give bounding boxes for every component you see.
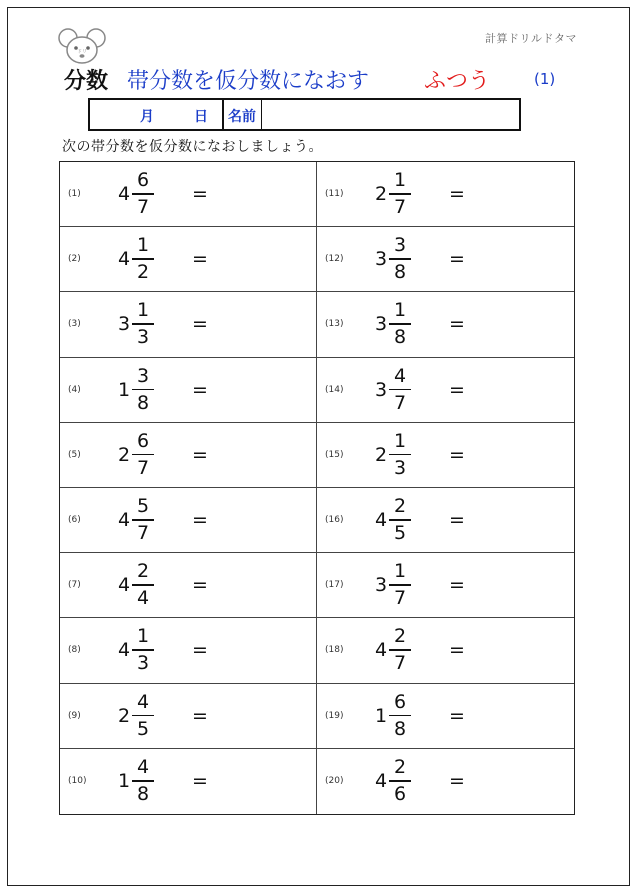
equals-sign: = [449, 574, 465, 597]
equals-sign: = [449, 248, 465, 271]
whole-part: 1 [118, 378, 131, 401]
whole-part: 3 [375, 313, 388, 336]
fraction [131, 234, 155, 284]
fraction-bar [132, 389, 154, 391]
fraction [388, 234, 412, 284]
equals-sign: = [192, 639, 208, 662]
numerator: 4 [136, 756, 150, 779]
problem-number: (6) [68, 515, 81, 526]
fraction-bar [389, 323, 411, 325]
fraction-bar [132, 715, 154, 717]
whole-part: 4 [118, 248, 131, 271]
fraction [388, 756, 412, 806]
numerator: 2 [393, 625, 407, 648]
fraction-bar [132, 454, 154, 456]
problem-grid [59, 161, 575, 815]
problem-cell[interactable] [317, 227, 574, 292]
problem-number: (8) [68, 645, 81, 656]
whole-part: 4 [375, 770, 388, 793]
numerator: 5 [136, 495, 150, 518]
denominator: 3 [393, 456, 407, 479]
problem-cell[interactable] [60, 618, 317, 683]
fraction [131, 495, 155, 545]
denominator: 7 [136, 456, 150, 479]
problem-number: (11) [325, 189, 344, 200]
numerator: 1 [136, 234, 150, 257]
denominator: 8 [136, 783, 150, 806]
equals-sign: = [192, 313, 208, 336]
equals-sign: = [192, 509, 208, 532]
denominator: 3 [136, 652, 150, 675]
title-row [64, 64, 574, 94]
problem-cell[interactable] [60, 292, 317, 357]
fraction-bar [389, 780, 411, 782]
instruction-text: 次の帯分数を仮分数になおしましょう。 [62, 139, 323, 155]
problem-cell[interactable] [60, 684, 317, 749]
mixed-number [118, 495, 178, 545]
problem-cell[interactable] [317, 749, 574, 814]
problem-number: (9) [68, 710, 81, 721]
numerator: 6 [136, 429, 150, 452]
problem-cell[interactable] [317, 684, 574, 749]
fraction-bar [389, 258, 411, 260]
problem-cell[interactable] [60, 162, 317, 227]
date-field[interactable] [90, 100, 224, 129]
denominator: 8 [136, 391, 150, 414]
problem-cell[interactable] [60, 358, 317, 423]
equals-sign: = [449, 770, 465, 793]
fraction [131, 365, 155, 415]
problem-number: (12) [325, 254, 344, 265]
sheet-number: (1) [534, 70, 556, 88]
equals-sign: = [449, 183, 465, 206]
whole-part: 4 [375, 639, 388, 662]
denominator: 8 [393, 717, 407, 740]
fraction [388, 691, 412, 741]
problem-number: (19) [325, 710, 344, 721]
denominator: 2 [136, 261, 150, 284]
equals-sign: = [449, 378, 465, 401]
numerator: 4 [393, 364, 407, 387]
mixed-number [118, 625, 178, 675]
problem-number: (1) [68, 189, 81, 200]
whole-part: 3 [375, 574, 388, 597]
whole-part: 3 [375, 378, 388, 401]
mixed-number [375, 169, 435, 219]
mixed-number [375, 234, 435, 284]
numerator: 2 [393, 756, 407, 779]
problem-number: (4) [68, 384, 81, 395]
denominator: 5 [393, 522, 407, 545]
numerator: 1 [393, 169, 407, 192]
problem-number: (13) [325, 319, 344, 330]
problem-cell[interactable] [317, 358, 574, 423]
denominator: 7 [393, 196, 407, 219]
whole-part: 3 [375, 248, 388, 271]
equals-sign: = [449, 704, 465, 727]
mixed-number [375, 691, 435, 741]
numerator: 1 [136, 299, 150, 322]
name-label: 名前 [224, 100, 262, 129]
fraction-bar [132, 649, 154, 651]
logo-text: ドリ [76, 49, 88, 55]
problem-cell[interactable] [317, 292, 574, 357]
mixed-number [118, 756, 178, 806]
mixed-number [375, 625, 435, 675]
fraction [388, 495, 412, 545]
mixed-number [118, 691, 178, 741]
subject-title: 分数 [64, 69, 109, 94]
topic-title: 帯分数を仮分数になおす [127, 69, 370, 94]
name-field[interactable] [262, 100, 519, 129]
whole-part: 4 [118, 639, 131, 662]
equals-sign: = [192, 574, 208, 597]
fraction-bar [389, 715, 411, 717]
problem-cell[interactable] [60, 488, 317, 553]
numerator: 1 [393, 429, 407, 452]
whole-part: 2 [375, 183, 388, 206]
problem-number: (5) [68, 449, 81, 460]
date-name-box [88, 98, 521, 131]
numerator: 3 [393, 234, 407, 257]
equals-sign: = [192, 443, 208, 466]
fraction [131, 299, 155, 349]
denominator: 7 [393, 391, 407, 414]
problem-cell[interactable] [60, 227, 317, 292]
denominator: 6 [393, 783, 407, 806]
numerator: 4 [136, 690, 150, 713]
problem-cell[interactable] [60, 749, 317, 814]
fraction [388, 169, 412, 219]
mixed-number [118, 234, 178, 284]
numerator: 2 [136, 560, 150, 583]
equals-sign: = [192, 248, 208, 271]
difficulty-level: ふつう [424, 69, 491, 94]
mixed-number [118, 430, 178, 480]
whole-part: 1 [375, 704, 388, 727]
whole-part: 2 [375, 443, 388, 466]
whole-part: 2 [118, 443, 131, 466]
fraction [131, 756, 155, 806]
denominator: 4 [136, 587, 150, 610]
whole-part: 4 [118, 183, 131, 206]
problem-number: (14) [325, 384, 344, 395]
denominator: 7 [393, 587, 407, 610]
equals-sign: = [192, 770, 208, 793]
mixed-number [118, 169, 178, 219]
denominator: 7 [136, 196, 150, 219]
whole-part: 4 [118, 509, 131, 532]
equals-sign: = [192, 704, 208, 727]
equals-sign: = [449, 443, 465, 466]
fraction [131, 560, 155, 610]
fraction [388, 365, 412, 415]
problem-number: (15) [325, 449, 344, 460]
mixed-number [375, 365, 435, 415]
fraction-bar [389, 389, 411, 391]
numerator: 1 [136, 625, 150, 648]
equals-sign: = [449, 313, 465, 336]
problem-cell[interactable] [60, 423, 317, 488]
problem-cell[interactable] [60, 553, 317, 618]
whole-part: 3 [118, 313, 131, 336]
mixed-number [375, 430, 435, 480]
numerator: 6 [393, 690, 407, 713]
problem-cell[interactable] [317, 423, 574, 488]
fraction-bar [132, 323, 154, 325]
fraction-bar [132, 584, 154, 586]
problem-cell[interactable] [317, 488, 574, 553]
mixed-number [118, 365, 178, 415]
numerator: 2 [393, 495, 407, 518]
denominator: 8 [393, 261, 407, 284]
whole-part: 1 [118, 770, 131, 793]
problem-cell[interactable] [317, 553, 574, 618]
fraction [131, 169, 155, 219]
day-label: 日 [194, 109, 208, 125]
problem-number: (10) [68, 776, 87, 787]
fraction-bar [132, 780, 154, 782]
mixed-number [375, 560, 435, 610]
whole-part: 4 [375, 509, 388, 532]
problem-number: (2) [68, 254, 81, 265]
denominator: 5 [136, 717, 150, 740]
fraction-bar [389, 193, 411, 195]
problem-number: (16) [325, 515, 344, 526]
fraction [131, 430, 155, 480]
fraction [388, 560, 412, 610]
equals-sign: = [449, 639, 465, 662]
fraction-bar [389, 454, 411, 456]
problem-cell[interactable] [317, 618, 574, 683]
fraction [388, 430, 412, 480]
numerator: 6 [136, 169, 150, 192]
fraction-bar [389, 584, 411, 586]
numerator: 3 [136, 364, 150, 387]
equals-sign: = [192, 183, 208, 206]
whole-part: 4 [118, 574, 131, 597]
mixed-number [375, 495, 435, 545]
fraction [131, 691, 155, 741]
problem-number: (20) [325, 776, 344, 787]
problem-cell[interactable] [317, 162, 574, 227]
equals-sign: = [192, 378, 208, 401]
problem-number: (17) [325, 580, 344, 591]
numerator: 1 [393, 560, 407, 583]
equals-sign: = [449, 509, 465, 532]
numerator: 1 [393, 299, 407, 322]
fraction-bar [389, 649, 411, 651]
mixed-number [375, 299, 435, 349]
fraction [388, 625, 412, 675]
mixed-number [118, 560, 178, 610]
whole-part: 2 [118, 704, 131, 727]
fraction [131, 625, 155, 675]
denominator: 7 [393, 652, 407, 675]
problem-number: (7) [68, 580, 81, 591]
fraction-bar [132, 519, 154, 521]
problem-number: (18) [325, 645, 344, 656]
fraction-bar [389, 519, 411, 521]
denominator: 7 [136, 522, 150, 545]
denominator: 3 [136, 326, 150, 349]
mixed-number [375, 756, 435, 806]
brand-label: 計算ドリルドタマ [485, 32, 577, 45]
mouse-face-icon [58, 26, 106, 66]
fraction [388, 299, 412, 349]
month-label: 月 [140, 109, 154, 125]
problem-number: (3) [68, 319, 81, 330]
denominator: 8 [393, 326, 407, 349]
mixed-number [118, 299, 178, 349]
fraction-bar [132, 193, 154, 195]
fraction-bar [132, 258, 154, 260]
